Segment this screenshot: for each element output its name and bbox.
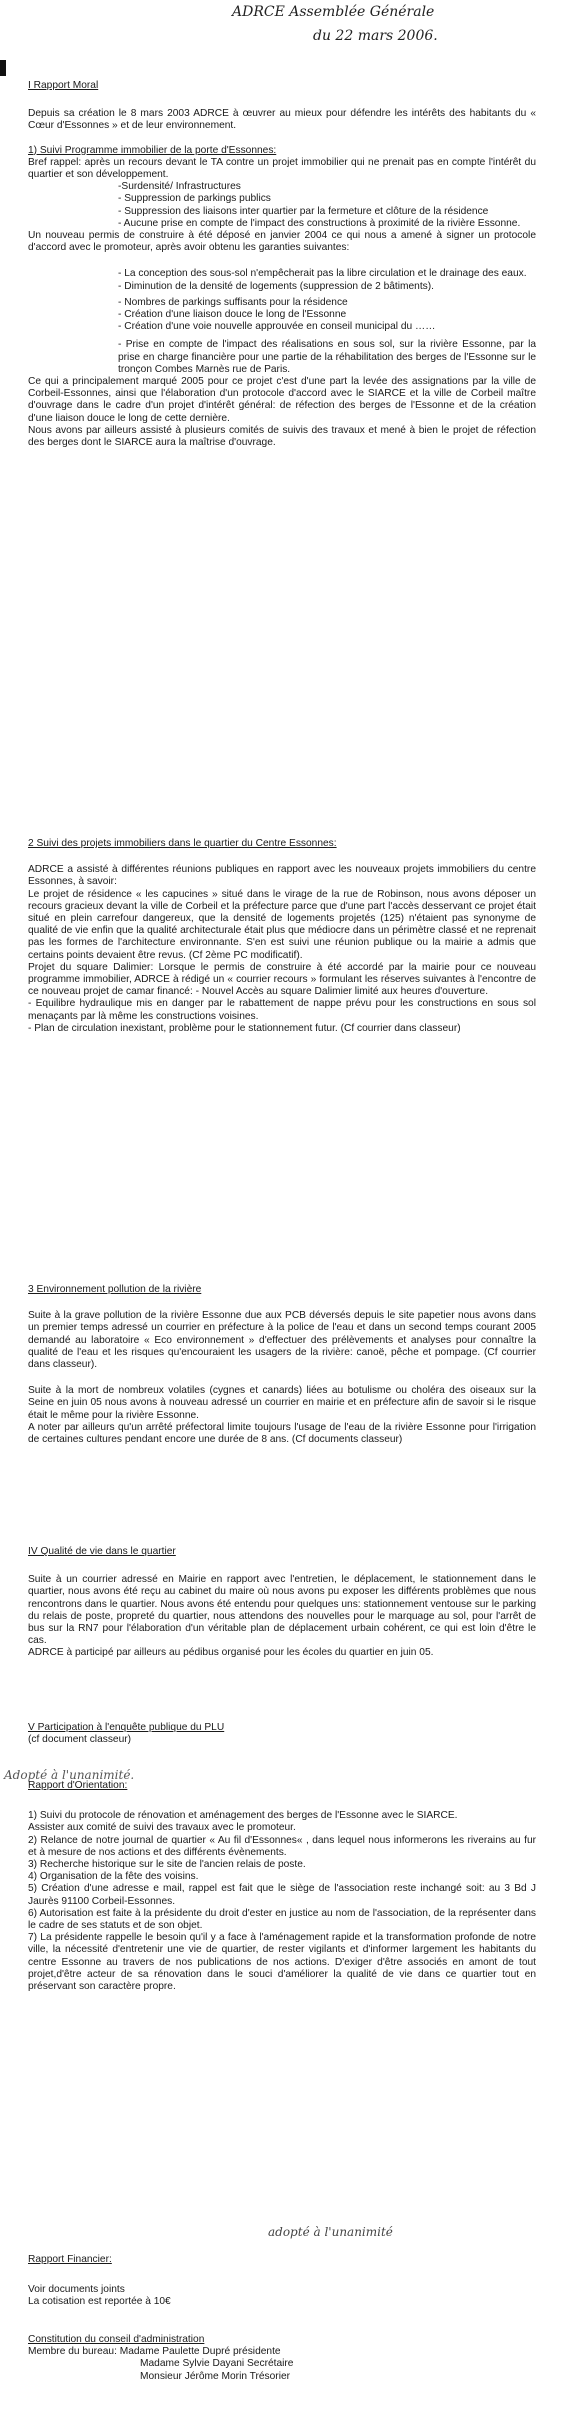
- list-item: 4) Organisation de la fête des voisins.: [28, 1871, 199, 1883]
- paragraph: A noter par ailleurs qu'un arrêté préfectoral limite toujours l'usage de l'eau de la rivière Essonne pour l'irrigation de certaines cultures pendant encore une durée de 8 ans. (Cf documents classeur): [28, 1421, 536, 1446]
- section-title: Rapport d'Orientation:: [28, 1780, 128, 1791]
- section-title: V Participation à l'enquête publique du PLU: [28, 1722, 225, 1733]
- section-title: I Rapport Moral: [28, 80, 99, 91]
- list-item: - Création d'une liaison douce le long de l'Essonne: [118, 309, 347, 321]
- paragraph: Le projet de résidence « les capucines » situé dans le virage de la rue de Robinson, nous avons déposer un recours gracieux devant la ville de Corbeil et la préfecture parce que d'une part l'accès desservant ce projet était situé en plein carrefour dangereux, que la densité de logements projetés (125) n'étaient pas synonyme de qualité de vie enfin que la qualité architecturale était plus que médiocre dans un périmètre classé et ne reprenait pas les formes de l'architecture environnante. S'en est suivi une réunion publique ou la mairie a admis que certains points devaient être revus. (Cf 2ème PC modificatif).: [28, 888, 536, 961]
- paragraph: Madame Sylvie Dayani Secrétaire: [140, 2358, 294, 2370]
- list-item: 2) Relance de notre journal de quartier « Au fil d'Essonnes« , dans lequel nous informerons les riverains au fur et à mesure de nos actions et des différents évènements.: [28, 1834, 536, 1858]
- list-item: 6) Autorisation est faite à la présidente du droit d'ester en justice au nom de l'association, de la représenter dans le cadre de ses statuts et de son objet.: [28, 1907, 536, 1932]
- handwritten-title: ADRCE Assemblée Générale: [232, 4, 435, 20]
- list-item: 7) La présidente rappelle le besoin qu'il y a face à l'aménagement rapide et la transformation profonde de notre ville, la nécessité d'entretenir une vie de quartier, de rester vigilants et d'informer largement les habitants du centre Essonne au travers de nos publications de nos actions. D'exiger d'être associés en amont de tout projet,d'être acteur de sa rénovation dans le souci d'améliorer la qualité de vie dans ce quartier tout en préservant son caractère propre.: [28, 1932, 536, 1993]
- list-item: - Suppression des liaisons inter quartier par la fermeture et clôture de la résidence: [118, 205, 489, 217]
- handwritten-note-adopte-2: adopté à l'unanimité: [268, 2225, 393, 2239]
- list-item: Assister aux comité de suivi des travaux avec le promoteur.: [28, 1822, 296, 1834]
- paragraph: La cotisation est reportée à 10€: [28, 2296, 171, 2308]
- scan-margin-mark: [0, 60, 6, 76]
- paragraph: Suite à la grave pollution de la rivière Essonne due aux PCB déversés depuis le site papetier nous avons dans un premier temps adressé un courrier en préfecture à la police de l'eau et dans un second temps courant 2005 demandé au laboratoire « Eco environnement » d'effectuer des prélèvements et analyses pour connaître la qualité de l'eau et les risques qu'encouraient les usagers de la rivière: canoë, pêche et pompage. (Cf courrier dans classeur).: [28, 1310, 536, 1371]
- paragraph: - Plan de circulation inexistant, problème pour le stationnement futur. (Cf courrier dans classeur): [28, 1022, 461, 1034]
- section-plu: [28, 1722, 536, 1746]
- section-projets-immobiliers: [28, 838, 536, 1035]
- paragraph: (cf document classeur): [28, 1734, 132, 1746]
- section-title: Rapport Financier:: [28, 2254, 112, 2265]
- section-conseil-administration: [28, 2334, 536, 2383]
- list-item: - Prise en compte de l'impact des réalisations en sous sol, sur la rivière Essonne, par la prise en charge financière pour une partie de la réhabilitation des berges de l'Essonne sur le tronçon Combes Marnès rue de Paris.: [118, 339, 536, 375]
- subsection-title: 1) Suivi Programme immobilier de la porte d'Essonnes:: [28, 144, 277, 156]
- section-title: 3 Environnement pollution de la rivière: [28, 1284, 202, 1295]
- paragraph: ADRCE à participé par ailleurs au pédibus organisé pour les écoles du quartier en juin 05.: [28, 1647, 434, 1659]
- list-item: - Nombres de parkings suffisants pour la résidence: [118, 296, 348, 308]
- list-item: - Aucune prise en compte de l'impact des constructions à proximité de la rivière Essonne.: [118, 217, 521, 229]
- list-item: 5) Création d'une adresse e mail, rappel est fait que le siège de l'association reste inchangé soit: au 3 Bd J Jaurès 91100 Corbeil-Essonnes.: [28, 1883, 536, 1907]
- paragraph: Depuis sa création le 8 mars 2003 ADRCE à œuvrer au mieux pour défendre les intérêts des habitants du « Cœur d'Essonnes » et de leur environnement.: [28, 108, 536, 132]
- paragraph: Suite à un courrier adressé en Mairie en rapport avec l'entretien, le déplacement, le stationnement dans le quartier, nous avons été reçu au cabinet du maire où nous avons pu exposer les différents problèmes que nous rencontrons dans le quartier. Nous avons été entendu pour quelques uns: stationnement ventouse sur le parking du relais de poste, propreté du quartier, nous attendons des nouvelles pour le marquage au sol, pour l'arrêt de bus sur la RN7 pour l'élaboration d'un véritable plan de déplacement urbain cohérent, ce qui est loin d'être le cas.: [28, 1574, 536, 1647]
- list-item: - Diminution de la densité de logements (suppression de 2 bâtiments).: [118, 280, 434, 292]
- list-item: - Suppression de parkings publics: [118, 193, 271, 205]
- section-environnement: [28, 1284, 536, 1446]
- paragraph: Ce qui a principalement marqué 2005 pour ce projet c'est d'une part la levée des assignations par la ville de Corbeil-Essonnes, ainsi que l'élaboration d'un protocole d'accord avec le SIARCE et la ville de Corbeil maître d'ouvrage dans le cadre d'un projet d'intérêt général: de réfection des berges de l'Essonne et de la création d'une liaison douce le long de cette dernière.: [28, 376, 536, 424]
- handwritten-date: du 22 mars 2006.: [313, 28, 438, 44]
- list-item: - Création d'une voie nouvelle approuvée en conseil municipal du ……: [118, 321, 436, 333]
- section-rapport-moral: [28, 80, 536, 449]
- paragraph: Un nouveau permis de construire à été déposé en janvier 2004 ce qui nous a amené à signer un protocole d'accord avec le promoteur, après avoir obtenu les garanties suivantes:: [28, 230, 536, 254]
- list-item: 1) Suivi du protocole de rénovation et aménagement des berges de l'Essonne avec le SIARCE.: [28, 1810, 458, 1822]
- list-item: - La conception des sous-sol n'empêcherait pas la libre circulation et le drainage des eaux.: [118, 268, 527, 280]
- paragraph: Nous avons par ailleurs assisté à plusieurs comités de suivis des travaux et mené à bien le projet de réfection des berges dont le SIARCE aura la maîtrise d'ouvrage.: [28, 424, 536, 449]
- section-title: IV Qualité de vie dans le quartier: [28, 1546, 176, 1557]
- section-rapport-orientation: [28, 1780, 536, 1993]
- section-title: 2 Suivi des projets immobiliers dans le quartier du Centre Essonnes:: [28, 838, 337, 849]
- paragraph: Monsieur Jérôme Morin Trésorier: [140, 2370, 291, 2382]
- section-rapport-financier: [28, 2254, 536, 2309]
- handwritten-note-adopte: Adopté à l'unanimité.: [4, 1768, 135, 1782]
- paragraph: ADRCE a assisté à différentes réunions publiques en rapport avec les nouveaux projets immobiliers du centre Essonnes, à savoir:: [28, 864, 536, 888]
- paragraph: Bref rappel: après un recours devant le TA contre un projet immobilier qui ne prenait pas en compte l'intérêt du quartier et son développement.: [28, 156, 536, 181]
- paragraph: Membre du bureau: Madame Paulette Dupré présidente: [28, 2346, 281, 2358]
- list-item: -Surdensité/ Infrastructures: [118, 181, 241, 193]
- paragraph: Suite à la mort de nombreux volatiles (cygnes et canards) liées au botulisme ou choléra des oiseaux sur la Seine en juin 05 nous avons à nouveau adressé un courrier en mairie et en préfecture afin de savoir si le risque était le même pour la rivière Essonne.: [28, 1385, 536, 1421]
- paragraph: - Equilibre hydraulique mis en danger par le rabattement de nappe prévu pour les constructions en sous sol menaçants par là même les constructions voisines.: [28, 998, 536, 1022]
- paragraph: Voir documents joints: [28, 2284, 125, 2296]
- section-qualite-de-vie: [28, 1546, 536, 1660]
- paragraph: Projet du square Dalimier: Lorsque le permis de construire à été accordé par la mairie pour ce nouveau programme immobilier, ADRCE à rédigé un « courrier recours » formulant les réserves suivantes à l'encontre de ce nouveau projet de camar financé: - Nouvel Accès au square Dalimier limité aux heures d'ouverture.: [28, 961, 536, 998]
- section-title: Constitution du conseil d'administration: [28, 2334, 205, 2345]
- list-item: 3) Recherche historique sur le site de l'ancien relais de poste.: [28, 1859, 306, 1871]
